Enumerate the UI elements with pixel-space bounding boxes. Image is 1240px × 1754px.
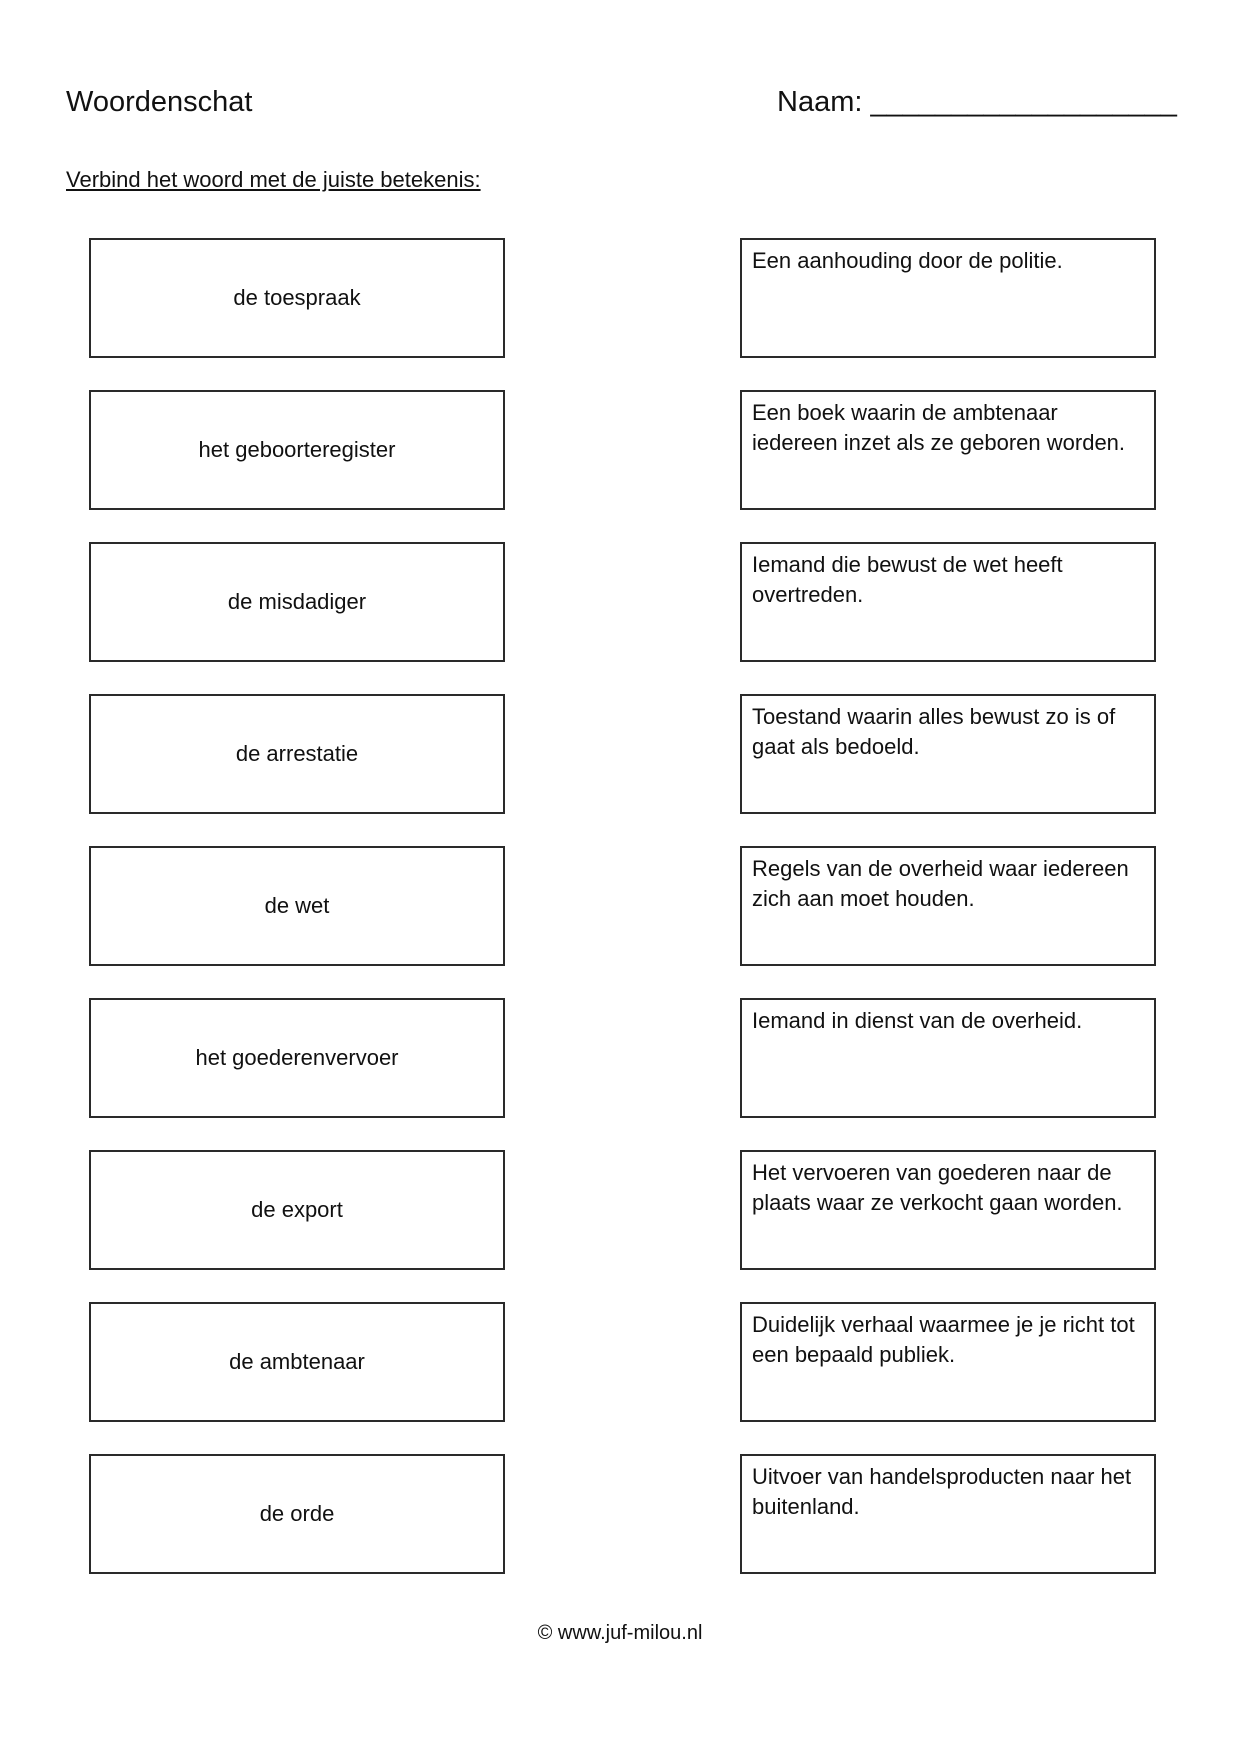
word-card[interactable]: de export [89, 1150, 505, 1270]
word-column [89, 238, 505, 1606]
worksheet-title: Woordenschat [66, 86, 253, 118]
instruction-text: Verbind het woord met de juiste betekenis: [66, 167, 481, 192]
meaning-card[interactable]: Regels van de overheid waar iedereen zich aan moet houden. [740, 846, 1156, 966]
word-card[interactable]: het geboorteregister [89, 390, 505, 510]
word-card[interactable]: de orde [89, 1454, 505, 1574]
meaning-card[interactable]: Een boek waarin de ambtenaar iedereen inzet als ze geboren worden. [740, 390, 1156, 510]
word-card[interactable]: de ambtenaar [89, 1302, 505, 1422]
word-card[interactable]: de wet [89, 846, 505, 966]
word-card[interactable]: het goederenvervoer [89, 998, 505, 1118]
name-field[interactable]: Naam: ___________________ [777, 86, 1177, 118]
meaning-card[interactable]: Toestand waarin alles bewust zo is of gaat als bedoeld. [740, 694, 1156, 814]
footer-copyright: © www.juf-milou.nl [537, 1622, 703, 1644]
meaning-column [740, 238, 1156, 1606]
word-card[interactable]: de misdadiger [89, 542, 505, 662]
meaning-card[interactable]: Duidelijk verhaal waarmee je je richt tot een bepaald publiek. [740, 1302, 1156, 1422]
meaning-card[interactable]: Het vervoeren van goederen naar de plaats waar ze verkocht gaan worden. [740, 1150, 1156, 1270]
meaning-card[interactable]: Iemand die bewust de wet heeft overtreden. [740, 542, 1156, 662]
word-card[interactable]: de toespraak [89, 238, 505, 358]
meaning-card[interactable]: Iemand in dienst van de overheid. [740, 998, 1156, 1118]
meaning-card[interactable]: Uitvoer van handelsproducten naar het buitenland. [740, 1454, 1156, 1574]
meaning-card[interactable]: Een aanhouding door de politie. [740, 238, 1156, 358]
word-card[interactable]: de arrestatie [89, 694, 505, 814]
